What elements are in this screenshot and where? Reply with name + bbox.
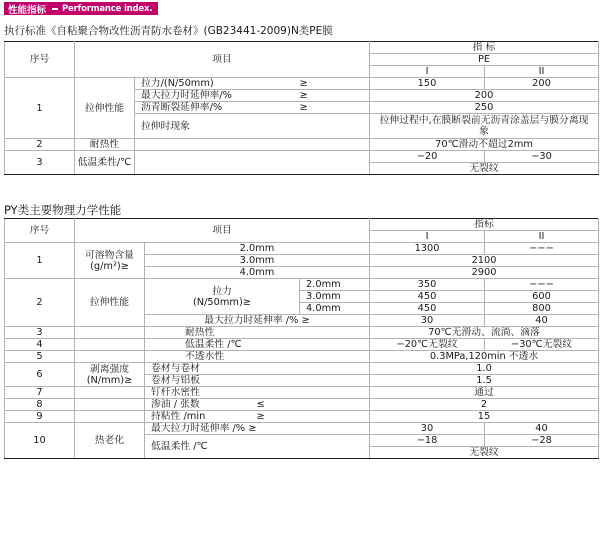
t2-r10-group: 热老化 (75, 423, 145, 459)
t1-r3-pad (135, 151, 370, 175)
t1-r3-ii: −30 (485, 151, 599, 163)
t2-r1-label: 可溶物含量 (85, 249, 134, 261)
t2-r1-label2: (g/m²)≥ (90, 260, 129, 272)
t2-r7-pad (75, 387, 145, 399)
t2-r3-pad (75, 327, 145, 339)
t2-head-i: I (370, 231, 485, 243)
t2-r6-group-label: 剥离强度 (89, 363, 130, 375)
t2-head-ii: II (485, 231, 599, 243)
t1-r2-label: 耐热性 (75, 139, 135, 151)
t2-r6-a-label: 卷材与卷材 (145, 363, 370, 375)
t2-r5-pad (75, 351, 145, 363)
t2-r2-sub (145, 279, 300, 315)
t1-r1-d-val: 拉伸过程中,在膜断裂前无沥青涂盖层与膜分离现象 (370, 114, 599, 139)
t2-r1-s1-ii: −−− (485, 243, 599, 255)
py-table (4, 218, 599, 459)
t2-r2-group: 拉伸性能 (75, 279, 145, 327)
t2-r10-a-label: 最大拉力时延伸率 /% ≥ (145, 423, 370, 435)
t2-r6-group (75, 363, 145, 387)
t2-r9-seq: 9 (5, 411, 75, 423)
t2-r2-sub-label2: (N/50mm)≥ (192, 296, 252, 308)
t2-r6-b-label: 卷材与铝板 (145, 375, 370, 387)
t2-r10-b-ii: −28 (485, 435, 599, 447)
t1-r1-c-sym: ≥ (250, 102, 370, 114)
t2-r5-val: 0.3MPa,120min 不透水 (370, 351, 599, 363)
t1-head-item: 项目 (75, 42, 370, 78)
t1-head-seq: 序号 (5, 42, 75, 78)
t2-r2-s2: 3.0mm (300, 291, 370, 303)
t2-head-indicator: 指标 (370, 219, 599, 231)
t2-r10-b-i: −18 (370, 435, 485, 447)
t1-r1-c-label: 沥青断裂延伸率/% (135, 102, 250, 114)
section-header (4, 2, 158, 15)
t1-r1-d-label: 拉伸时现象 (135, 114, 370, 139)
t2-r1-group (75, 243, 145, 279)
t2-r4-ii: −30℃无裂纹 (485, 339, 599, 351)
standard-line: 执行标准《自粘聚合物改性沥青防水卷材》(GB23441-2009)N类PE膜 (4, 25, 333, 37)
t1-r3-label: 低温柔性/℃ (75, 151, 135, 175)
t1-head-indicator: 指 标 (370, 42, 599, 54)
pe-table (4, 41, 599, 175)
t1-r1-a-ii: 200 (485, 78, 599, 90)
t1-r1-group: 拉伸性能 (75, 78, 135, 139)
t2-r2-e-ii: 40 (485, 315, 599, 327)
t2-r9-pad (75, 411, 145, 423)
t2-r2-e-i: 30 (370, 315, 485, 327)
t2-r3-label: 耐热性 (145, 327, 370, 339)
t2-r2-e-label: 最大拉力时延伸率 /% ≥ (145, 315, 370, 327)
t2-r10-seq: 10 (5, 423, 75, 459)
t2-r9-val: 15 (370, 411, 599, 423)
t2-r5-label: 不透水性 (145, 351, 370, 363)
t2-r4-label: 低温柔性 /℃ (145, 339, 370, 351)
header-title-cn: 性能指标 (8, 4, 47, 16)
t2-r10-b-label: 低温柔性 /℃ (145, 435, 370, 459)
t2-r10-b-val2: 无裂纹 (370, 447, 599, 459)
t2-r4-i: −20℃无裂纹 (370, 339, 485, 351)
py-title: PY类主要物理力学性能 (4, 203, 122, 217)
t2-r6-b-val: 1.5 (370, 375, 599, 387)
t1-r2-val: 70℃滑动不超过2mm (370, 139, 599, 151)
t2-r10-a-ii: 40 (485, 423, 599, 435)
t2-r1-s2: 3.0mm (145, 255, 370, 267)
t1-r2-pad (135, 139, 370, 151)
t2-r3-val: 70℃无滑动、流淌、滴落 (370, 327, 599, 339)
t2-r8-seq: 8 (5, 399, 75, 411)
t2-r10-a-i: 30 (370, 423, 485, 435)
t1-head-ii: II (485, 66, 599, 78)
t2-r8-sym: ≤ (245, 399, 370, 411)
t2-r8-val: 2 (370, 399, 599, 411)
t2-r6-group-label2: (N/mm)≥ (86, 374, 133, 386)
t1-r3-seq: 3 (5, 151, 75, 175)
t2-r4-seq: 4 (5, 339, 75, 351)
t2-r7-seq: 7 (5, 387, 75, 399)
t2-r2-s2-i: 450 (370, 291, 485, 303)
header-divider (52, 8, 58, 10)
t2-head-item: 项目 (75, 219, 370, 243)
t1-r3-i: −20 (370, 151, 485, 163)
t2-r1-seq: 1 (5, 243, 75, 279)
t2-r2-s3-i: 450 (370, 303, 485, 315)
t1-r1-c-val: 250 (370, 102, 599, 114)
t2-r8-pad (75, 399, 145, 411)
t2-r2-s2-ii: 600 (485, 291, 599, 303)
t1-r1-b-label: 最大拉力时延伸率/% (135, 90, 250, 102)
t2-r4-pad (75, 339, 145, 351)
t2-r2-s1-i: 350 (370, 279, 485, 291)
t1-r1-a-sym: ≥ (250, 78, 370, 90)
t1-r1-seq: 1 (5, 78, 75, 139)
t1-r1-b-sym: ≥ (250, 90, 370, 102)
t1-head-pe: PE (370, 54, 599, 66)
t2-r1-s1-i: 1300 (370, 243, 485, 255)
t1-r1-b-val: 200 (370, 90, 599, 102)
t1-r2-seq: 2 (5, 139, 75, 151)
t1-r1-a-i: 150 (370, 78, 485, 90)
t2-r2-s3-ii: 800 (485, 303, 599, 315)
t1-head-i: I (370, 66, 485, 78)
t2-head-seq: 序号 (5, 219, 75, 243)
t2-r9-label: 持粘性 /min (145, 411, 245, 423)
t2-r2-s3: 4.0mm (300, 303, 370, 315)
t2-r1-s3: 4.0mm (145, 267, 370, 279)
t2-r6-seq: 6 (5, 363, 75, 387)
t2-r2-sub-label: 拉力 (212, 285, 232, 297)
t2-r3-seq: 3 (5, 327, 75, 339)
header-title-en: Performance index. (62, 3, 153, 14)
t2-r7-val: 通过 (370, 387, 599, 399)
t2-r1-s1: 2.0mm (145, 243, 370, 255)
t2-r2-s1: 2.0mm (300, 279, 370, 291)
t2-r1-s2-v: 2100 (370, 255, 599, 267)
t2-r2-s1-ii: −−− (485, 279, 599, 291)
t2-r2-seq: 2 (5, 279, 75, 327)
t2-r6-a-val: 1.0 (370, 363, 599, 375)
t2-r5-seq: 5 (5, 351, 75, 363)
t2-r1-s3-v: 2900 (370, 267, 599, 279)
t2-r7-label: 钉杆水密性 (145, 387, 370, 399)
t2-r9-sym: ≥ (245, 411, 370, 423)
t1-r1-a-label: 拉力/(N/50mm) (135, 78, 250, 90)
t2-r8-label: 渗油 / 张数 (145, 399, 245, 411)
t1-r3-val2: 无裂纹 (370, 163, 599, 175)
